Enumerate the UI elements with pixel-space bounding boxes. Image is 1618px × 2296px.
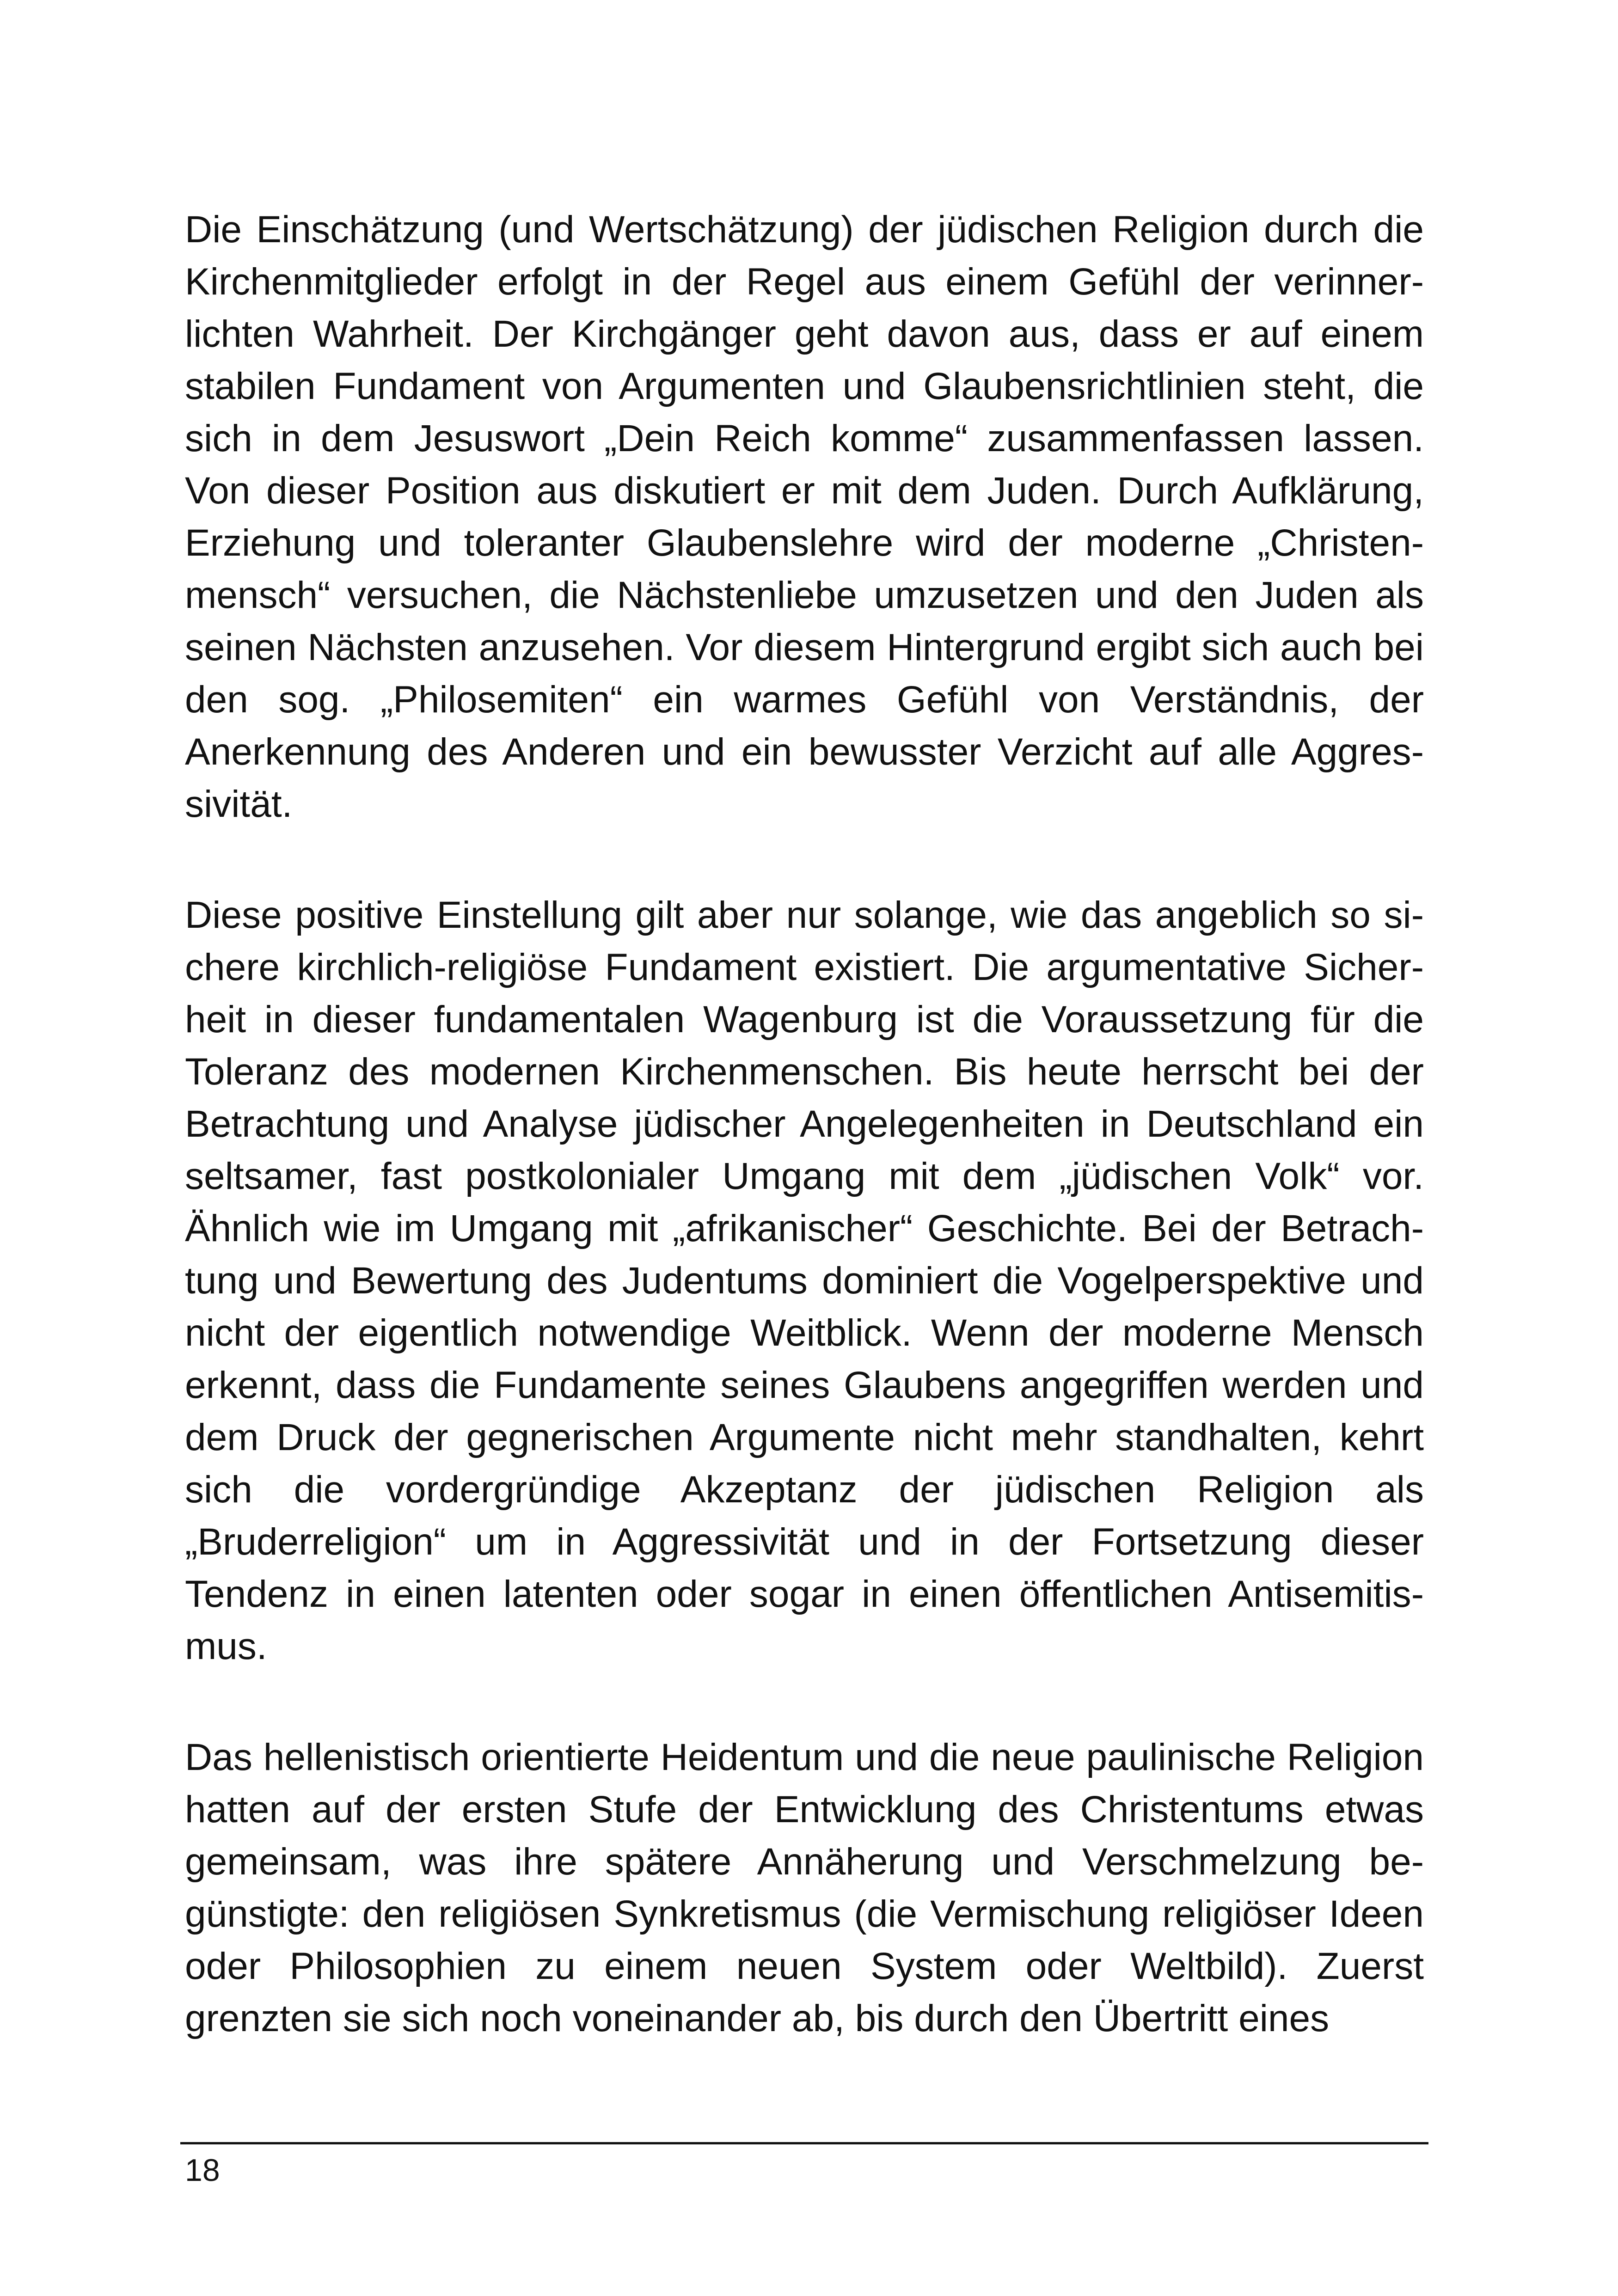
page-body (185, 203, 1424, 2103)
body-paragraph-2: Diese positive Einstellung gilt aber nur solange, wie das angeblich so sichere kirchlich-religiöse Fundament existiert. Die argumentative Sicherheit in dieser fundamentalen Wagenburg ist die Voraussetzung für die Toleranz des modernen Kirchenmenschen. Bis heute herrscht bei der Betrachtung und Analyse jüdischer Angelegenheiten in Deutschland ein seltsamer, fast postkolonialer Umgang mit dem „jüdischen Volk“ vor. Ähnlich wie im Umgang mit „afrikanischer“ Geschichte. Bei der Betrachtung und Bewertung des Judentums dominiert die Vogelperspektive und nicht der eigentlich notwendige Weitblick. Wenn der moderne Mensch erkennt, dass die Fundamente seines Glaubens angegriffen werden und dem Druck der gegnerischen Argumente nicht mehr standhalten, kehrt sich die vordergründige Akzeptanz der jüdischen Religion als „Bruderreligion“ um in Aggressivität und in der Fortsetzung dieser Tendenz in einen latenten oder sogar in einen öffentlichen Antisemitismus. (185, 894, 1424, 1667)
body-paragraph-1: Die Einschätzung (und Wertschätzung) der jüdischen Religion durch die Kirchenmitglieder erfolgt in der Regel aus einem Gefühl der verinnerlichten Wahrheit. Der Kirchgänger geht davon aus, dass er auf einem stabilen Fundament von Argumenten und Glaubensrichtlinien steht, die sich in dem Jesuswort „Dein Reich komme“ zusammenfassen lassen. Von dieser Position aus diskutiert er mit dem Juden. Durch Aufklärung, Erziehung und toleranter Glaubenslehre wird der moderne „Christenmensch“ versuchen, die Nächstenliebe umzusetzen und den Juden als seinen Nächsten anzusehen. Vor diesem Hintergrund ergibt sich auch bei den sog. „Philosemiten“ ein warmes Gefühl von Verständnis, der Anerkennung des Anderen und ein bewusster Verzicht auf alle Aggressivität. (185, 208, 1424, 825)
body-paragraph-3: Das hellenistisch orientierte Heidentum und die neue paulinische Religion hatten auf der ersten Stufe der Entwicklung des Christentums etwas gemeinsam, was ihre spätere Annäherung und Verschmelzung begünstigte: den religiösen Synkretismus (die Vermischung religiöser Ideen oder Philosophien zu einem neuen System oder Weltbild). Zuerst grenzten sie sich noch voneinander ab, bis durch den Übertritt eines (185, 1736, 1424, 2039)
footer-divider (180, 2142, 1428, 2144)
page-number: 18 (185, 2153, 220, 2188)
